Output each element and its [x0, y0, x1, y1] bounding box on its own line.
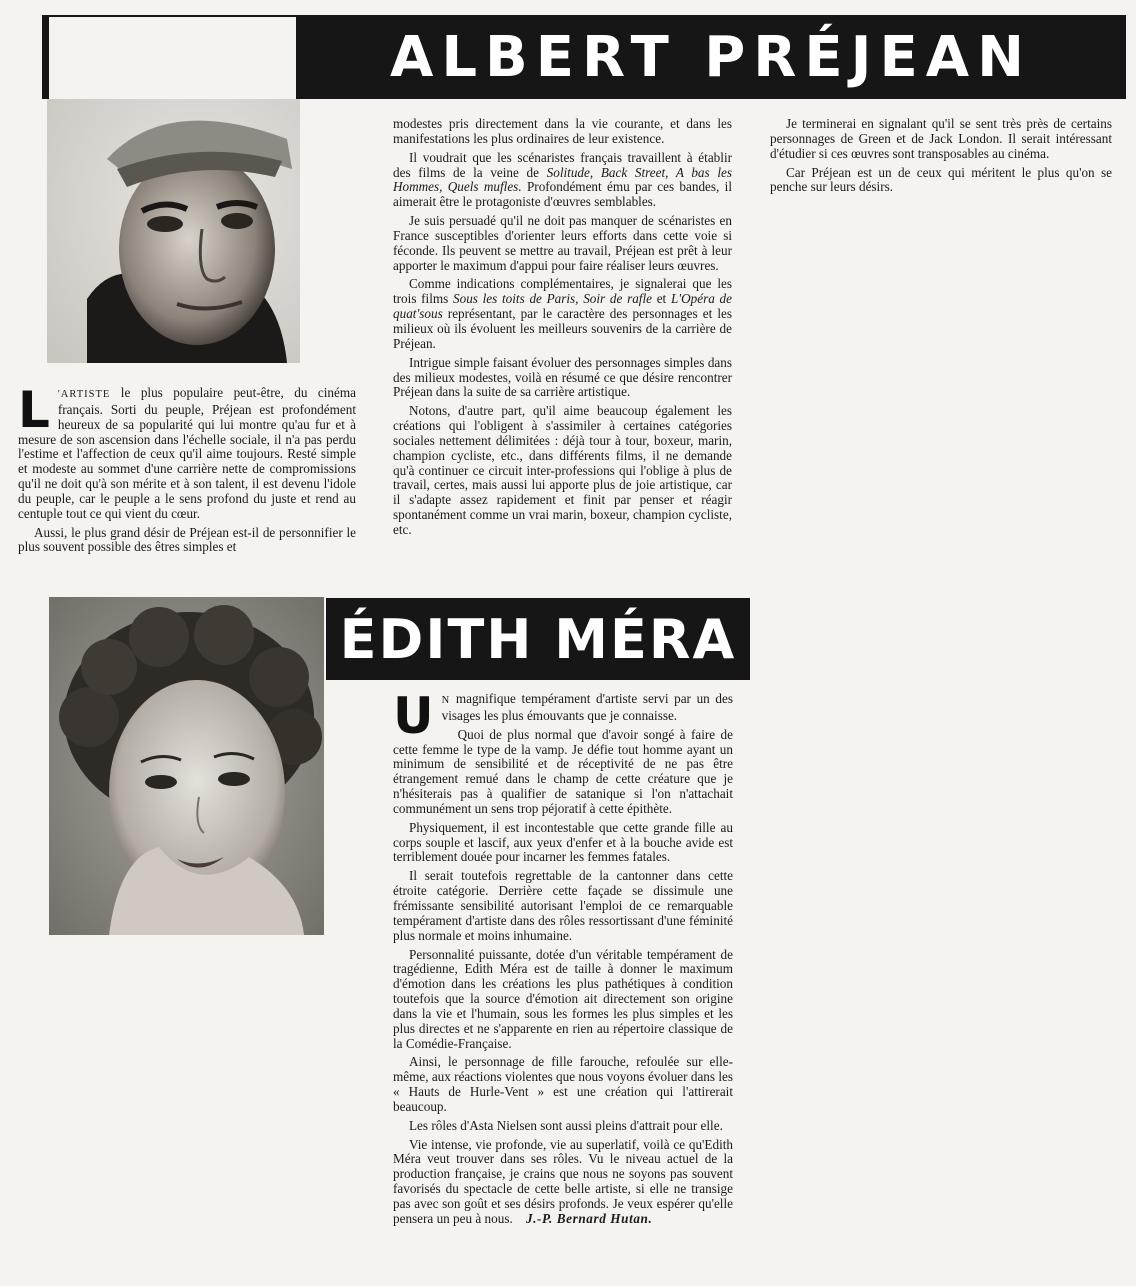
lead-smallcaps: N: [441, 695, 451, 706]
paragraph-text: Profondément ému par ces bandes, il aimerait être le protagoniste d'œuvres semblables.: [393, 179, 732, 210]
paragraph: [393, 151, 732, 210]
portrait-illustration: [49, 597, 324, 935]
paragraph: modestes pris directement dans la vie courante, et dans les manifestations les plus ordinaires de leur existence.: [393, 116, 732, 146]
paragraph: Je suis persuadé qu'il ne doit pas manquer de scénaristes en France susceptibles d'orienter leurs efforts dans cette voie si féconde. Ils peuvent se mettre au travail, Préjean est prêt à leur apporter le maximum d'appui pour faire réaliser leurs œuvres.: [393, 213, 732, 273]
article1-lead-paragraph: [18, 381, 356, 522]
paragraph: Aussi, le plus grand désir de Préjean est-il de personnifier le plus souvent possible des êtres simples et: [18, 524, 356, 555]
paragraph-text: Vie intense, vie profonde, vie au superlatif, voilà ce qu'Edith Méra veut trouver dans ses rôles. Vu le niveau actuel de la production française, je crains que nous ne soyons pas souvent favorisés du spectacle de cette belle artiste, si elle ne transige pas avec son goût et ses désirs profonds. Je veux espérer qu'elle pensera un peu à nous.: [393, 1136, 733, 1226]
lead-text: magnifique tempérament d'artiste servi par un des visages les plus émouvants que je connaisse.: [441, 691, 733, 723]
paragraph: Physiquement, il est incontestable que cette grande fille au corps souple et lascif, aux yeux d'enfer et à la bouche avide est terriblement douée pour incarner les femmes fatales.: [393, 819, 733, 865]
article1-column-2: [393, 117, 732, 542]
paragraph: [393, 277, 732, 351]
header-frame: [42, 15, 298, 99]
paragraph-text: représentant, par le caractère des personnages et les milieux où ils évoluent les meilleurs souvenirs de la carrière de Préjean.: [393, 306, 732, 351]
paragraph: Personnalité puissante, dotée d'un véritable tempérament de tragédienne, Edith Méra est de taille à donner le maximum d'émotion dans les créations les plus pathétiques à condition toutefois que la source d'émotion ait directement son origine dans la vie et l'humain, sous les formes les plus simples et les plus directes et ne s'apparente en rien au répertoire classique de la Comédie-Française.: [393, 946, 733, 1051]
paragraph: Je terminerai en signalant qu'il se sent très près de certains personnages de Green et de Jack London. Il serait intéressant d'étudier si ces œuvres sont transposables au cinéma.: [770, 116, 1112, 161]
paragraph: Quoi de plus normal que d'avoir songé à faire de cette femme le type de la vamp. Je défie tout homme ayant un minimum de sensibilité et de réceptivité de ne pas être étrangement remué dans le champ de cette créature que je n'hésiterais pas à qualifier de satanique si l'on n'attachait communément un sens trop péjoratif à cette épithète.: [393, 726, 733, 816]
article1-column-3: [770, 117, 1112, 199]
article1-column-1: [18, 381, 356, 559]
article-title: ALBERT PRÉJEAN: [390, 24, 1032, 90]
portrait-photo-albert-prejean: [47, 99, 300, 363]
film-titles: Sous les toits de Paris, Soir de rafle: [453, 291, 652, 307]
lead-text: le plus populaire peut-être, du cinéma français. Sorti du peuple, Préjean est profondément heureux de sa popularité qui lui montre qu'au fur et à mesure de son ascension dans l'échelle sociale, il n'a pas perdu l'estime et l'affection de ceux qu'il aime toujours. Resté simple et modeste au sommet d'une carrière nette de compromissions qu'il ne doit qu'à son mérite et à son talent, il est devenu l'idole du peuple, car le peuple a le sens profond du juste et rend au centuple tout ce qui vient du cœur.: [18, 385, 356, 521]
portrait-illustration: [47, 99, 300, 363]
paragraph: Les rôles d'Asta Nielsen sont aussi pleins d'attrait pour elle.: [409, 1117, 723, 1133]
film-title: L'Opéra de quat'sous: [393, 291, 732, 322]
lead-smallcaps: 'ARTISTE: [57, 389, 111, 400]
author-signature: J.-P. Bernard Hutan.: [525, 1210, 653, 1226]
portrait-photo-edith-mera: [49, 597, 324, 935]
paragraph: Ainsi, le personnage de fille farouche, refoulée sur elle-même, aux réactions violentes que nous voyons évoluer dans les « Hauts de Hurle-Vent » est une création qui l'attirerait beaucoup.: [393, 1054, 733, 1114]
paragraph-text: et: [651, 291, 671, 307]
paragraph: Car Préjean est un de ceux qui méritent le plus qu'on se penche sur leurs désirs.: [770, 164, 1112, 195]
dropcap: L: [18, 381, 50, 439]
paragraph-text: Comme indications complémentaires, je signalerai que les trois films: [393, 276, 732, 307]
paragraph: [393, 1138, 733, 1227]
paragraph: Notons, d'autre part, qu'il aime beaucoup également les créations qui l'obligent à s'assimiler à certaines catégories sociales nettement délimitées : déjà tour à tour, boxeur, marin, champion cycliste, etc., dans différents films, il ne demande qu'à continuer ce circuit inter-professions qui l'oblige à plus de travail, certes, mais aussi lui apporte plus de joie artistique, car il s'adapte assez rapidement et finit par penser et réagir spontanément comme un vrai marin, boxeur, champion cycliste, etc.: [393, 403, 732, 537]
paragraph: Il serait toutefois regrettable de la cantonner dans cette étroite catégorie. Derrière cette façade se dissimule une frémissante sensibilité autorisant l'emploi de ce remarquable tempérament d'artiste dans des rôles ressortissant d'une féminité plus normale et moins inhumaine.: [393, 868, 733, 943]
article-title-banner: [296, 15, 1126, 99]
film-titles: Solitude, Back Street, A bas les Hommes, Quels mufles.: [393, 164, 732, 195]
paragraph: Intrigue simple faisant évoluer des personnages simples dans des milieux modestes, voilà en résumé ce que désire rencontrer Préjean dans la suite de sa carrière artistique.: [393, 354, 732, 400]
article-title-banner: [326, 598, 750, 680]
article2-lead-paragraph: [393, 687, 733, 745]
paragraph-text: Il voudrait que les scénaristes français travaillent à établir des films de la veine de: [393, 149, 732, 180]
article-title: ÉDITH MÉRA: [339, 607, 737, 671]
article2-column: [393, 687, 733, 1231]
dropcap: U: [393, 687, 434, 745]
